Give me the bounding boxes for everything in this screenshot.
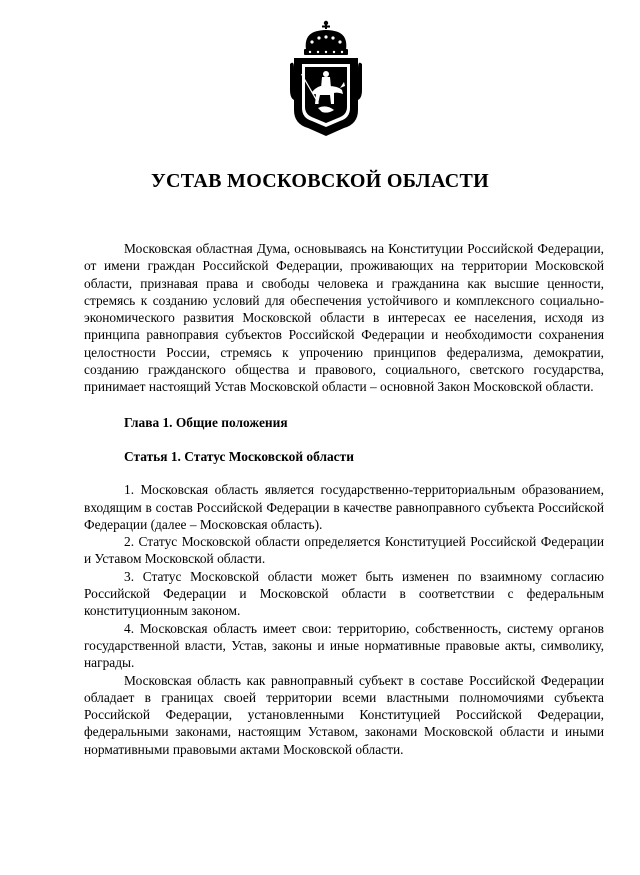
document-title: УСТАВ МОСКОВСКОЙ ОБЛАСТИ [150, 170, 489, 192]
article-paragraph-2: 2. Статус Московской области определяется Конституцией Российской Федерации и Уставом Московской области. [84, 534, 604, 567]
moscow-oblast-coat-of-arms-icon [288, 20, 364, 138]
article-paragraph-5: Московская область как равноправный субъект в составе Российской Федерации обладает в границах своей территории всеми властными полномочиями субъекта Российской Федерации, установленными Конституцией Российской Федерации, федеральными законами, настоящим Уставом, законами Московской области и иными нормативными правовыми актами Московской области. [84, 672, 604, 757]
document-body [84, 240, 604, 758]
chapter-heading: Глава 1. Общие положения [124, 414, 288, 430]
article-heading: Статья 1. Статус Московской области [124, 448, 354, 464]
article-paragraph-3: 3. Статус Московской области может быть изменен по взаимному согласию Российской Федерации и Московской области в соответствии с федеральным конституционным законом. [84, 568, 604, 619]
article-paragraph-4: 4. Московская область имеет свои: территорию, собственность, систему органов государственной власти, Устав, законы и иные нормативные правовые акты, символику, награды. [84, 620, 604, 671]
preamble-paragraph: Московская областная Дума, основываясь на Конституции Российской Федерации, от имени граждан Российской Федерации, проживающих на территории Московской области, признавая права и свободы человека и гражданина как высшие ценности, стремясь к созданию условий для обеспечения устойчивого и комплексного социально-экономического развития Московской области в интересах ее населения, исходя из принципа равноправия субъектов Российской Федерации и необходимости сохранения целостности России, стремясь к упрочению принципов федерализма, демократии, созданию гражданского общества и правового, социального, светского государства, принимает настоящий Устав Московской области – основной Закон Московской области. [84, 241, 604, 395]
article-paragraph-1: 1. Московская область является государственно-территориальным образованием, входящим в состав Российской Федерации в качестве равноправного субъекта Российской Федерации (далее – Московская область). [84, 482, 604, 532]
